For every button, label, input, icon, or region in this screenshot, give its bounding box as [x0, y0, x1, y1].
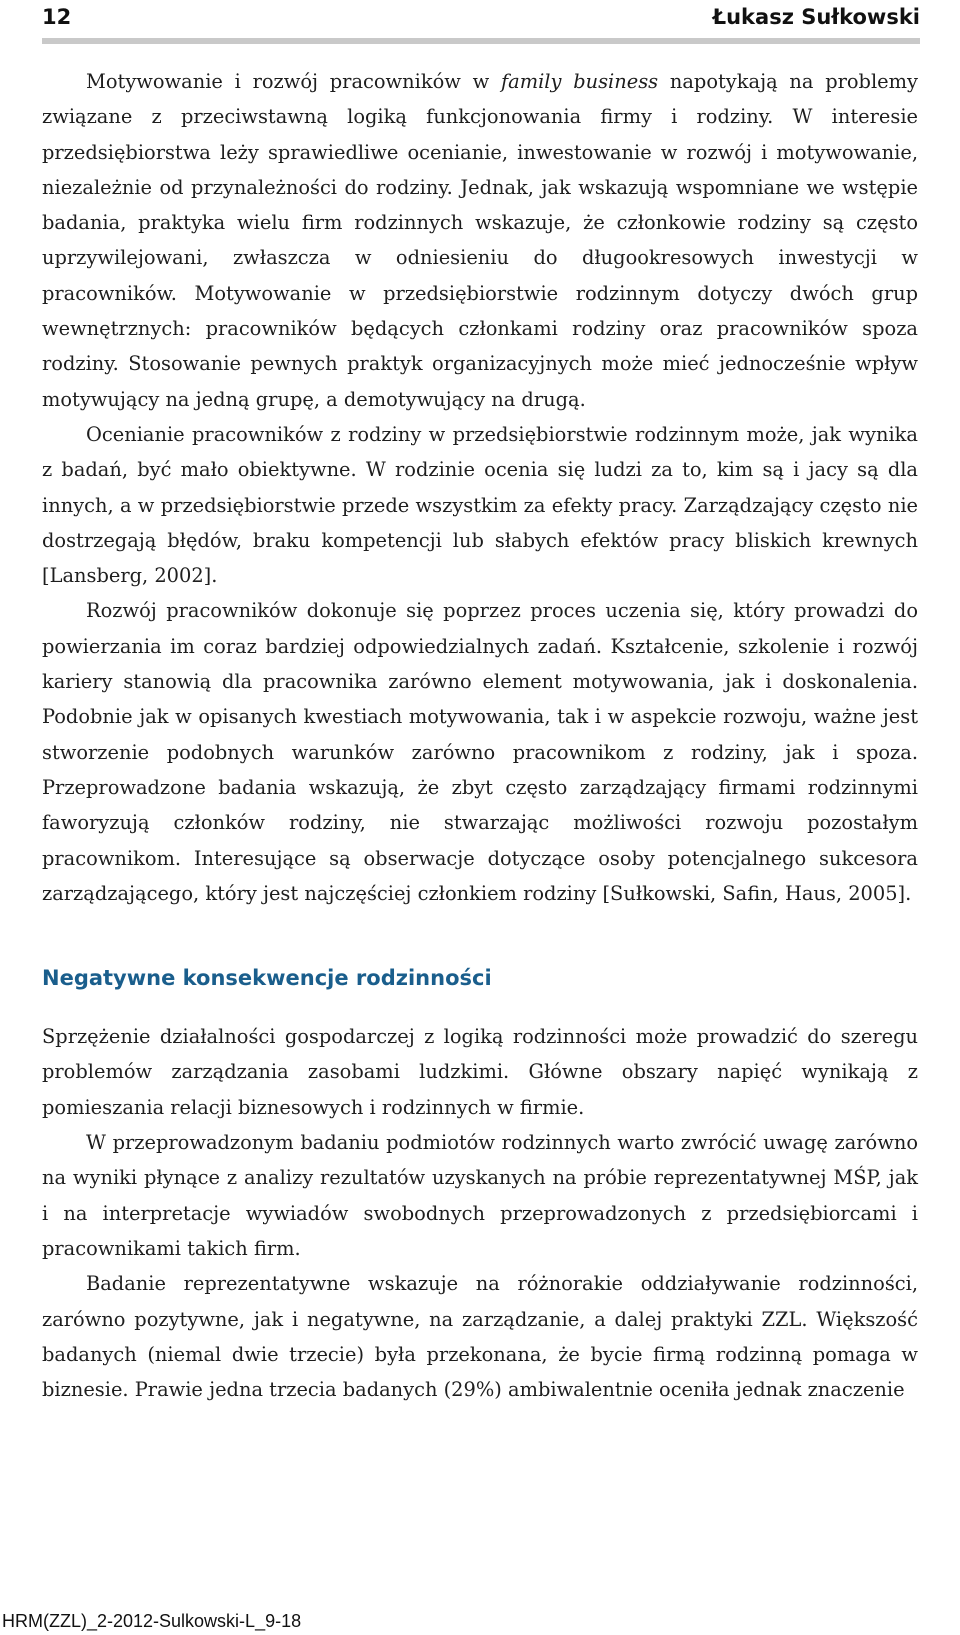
header-rule	[42, 38, 920, 44]
author-name: Łukasz Sułkowski	[712, 5, 920, 29]
paragraph-motivation-lead: Motywowanie i rozwój pracowników w	[86, 70, 501, 93]
paragraph-coupling: Sprzężenie działalności gospodarczej z logiką rodzinności może prowadzić do szeregu problemów zarządzania zasobami ludzkimi. Główne obszary napięć wynikają z pomieszania relacji biznesowych i rodzinnych w firmie.	[42, 1025, 918, 1119]
section-heading: Negatywne konsekwencje rodzinności	[42, 966, 492, 991]
running-header	[42, 0, 920, 34]
paragraph-representative: Badanie reprezentatywne wskazuje na różnorakie oddziaływanie rodzinności, zarówno pozytywne, jak i negatywne, na zarządzanie, a dalej praktyki ZZL. Większość badanych (niemal dwie trzecie) była przekonana, że bycie firmą rodzinną pomaga w biznesie. Prawie jedna trzecia badanych (29%) ambiwalentnie oceniła jednak znaczenie	[42, 1272, 918, 1402]
term-family-business: family business	[500, 70, 659, 93]
paragraph-motivation	[42, 64, 918, 417]
paragraph-motivation-body: napotykają na problemy związane z przeciwstawną logiką funkcjonowania firmy i rodziny. W interesie przedsiębiorstwa leży sprawiedliwe ocenianie, inwestowanie w rozwój i motywowanie, niezależnie od przynależności do rodziny. Jednak, jak wskazują wspomniane we wstępie badania, praktyka wielu firm rodzinnych wskazuje, że członkowie rodziny są często uprzywilejowani, zwłaszcza w odniesieniu do długookresowych inwestycji w pracowników. Motywowanie w przedsiębiorstwie rodzinnym dotyczy dwóch grup wewnętrznych: pracowników będących członkami rodziny oraz pracowników spoza rodziny. Stosowanie pewnych praktyk organizacyjnych może mieć jednocześnie wpływ motywujący na jedną grupę, a demotywujący na drugą.	[42, 70, 918, 411]
paragraph-evaluation: Ocenianie pracowników z rodziny w przedsiębiorstwie rodzinnym może, jak wynika z badań, być mało obiektywne. W rodzinie ocenia się ludzi za to, kim są i jacy są dla innych, a w przedsiębiorstwie przede wszystkim za efekty pracy. Zarządzający często nie dostrzegają błędów, braku kompetencji lub słabych efektów pracy bliskich krewnych [Lansberg, 2002].	[42, 422, 918, 588]
document-id: HRM(ZZL)_2-2012-Sulkowski-L_9-18	[2, 1611, 302, 1631]
paragraph-study: W przeprowadzonym badaniu podmiotów rodzinnych warto zwrócić uwagę zarówno na wyniki płynące z analizy rezultatów uzyskanych na próbie reprezentatywnej MŚP, jak i na interpretacje wywiadów swobodnych przeprowadzonych z przedsiębiorcami i pracownikami takich firm.	[42, 1131, 918, 1260]
page-number: 12	[42, 5, 72, 29]
body-text	[42, 64, 918, 1407]
paragraph-development: Rozwój pracowników dokonuje się poprzez proces uczenia się, który prowadzi do powierzania im coraz bardziej odpowiedzialnych zadań. Kształcenie, szkolenie i rozwój kariery stanowią dla pracownika zarówno element motywowania, jak i doskonalenia. Podobnie jak w opisanych kwestiach motywowania, tak i w aspekcie rozwoju, ważne jest stworzenie podobnych warunków zarówno pracownikom z rodziny, jak i spoza. Przeprowadzone badania wskazują, że zbyt często zarządzający firmami rodzinnymi faworyzują członków rodziny, nie stwarzając możliwości rozwoju pozostałym pracownikom. Interesujące są obserwacje dotyczące osoby potencjalnego sukcesora zarządzającego, który jest najczęściej członkiem rodziny [Sułkowski, Safin, Haus, 2005].	[42, 599, 918, 905]
